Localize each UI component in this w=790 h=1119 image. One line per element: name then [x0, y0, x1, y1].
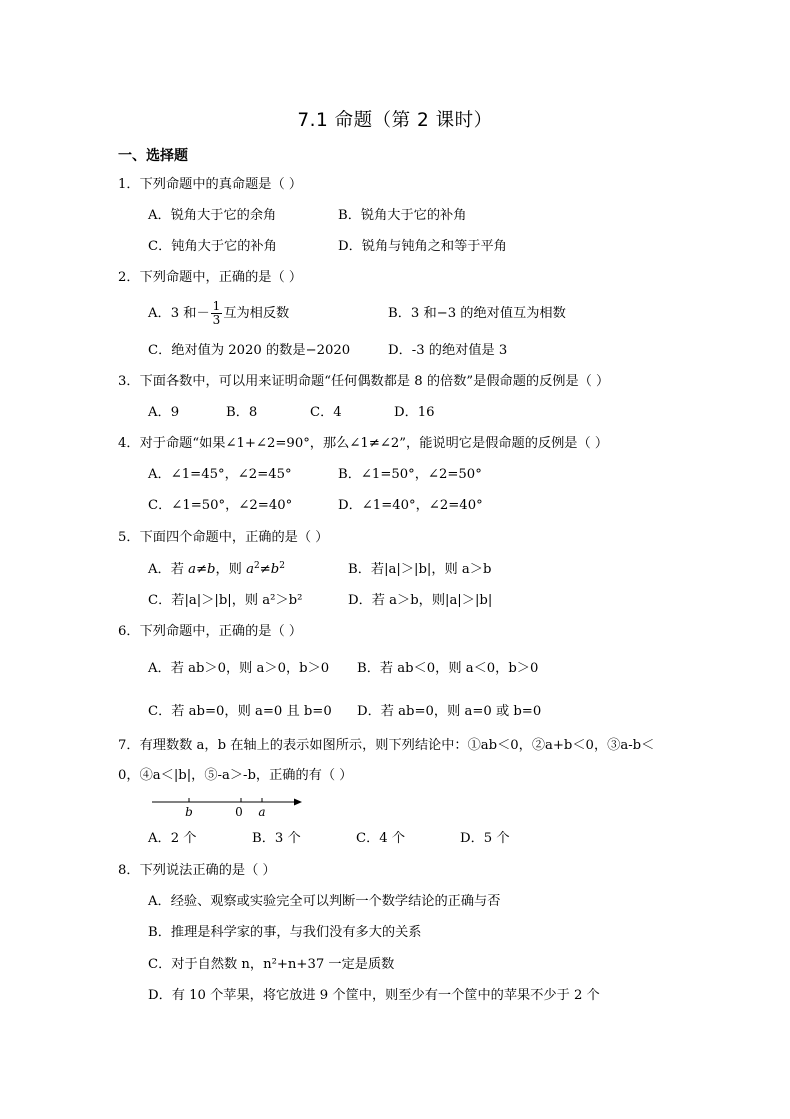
question-3-option-b: B．8 [226, 405, 258, 420]
question-3-option-a: A．9 [148, 405, 180, 420]
question-7-option-c: C．4 个 [356, 831, 406, 846]
question-1-option-b: B．锐角大于它的补角 [338, 208, 467, 223]
question-6-option-b: B．若 ab＜0，则 a＜0，b＞0 [357, 661, 539, 676]
question-2-option-a: A．3 和－ $\frac{1}{3}$ 互为相反数 [148, 299, 290, 327]
question-6-option-a: A．若 ab＞0，则 a＞0，b＞0 [148, 661, 330, 676]
section-heading: 一、选择题 [118, 148, 188, 164]
question-4-option-d: D．∠1=40°，∠2=40° [338, 498, 483, 513]
label-0: 0 [235, 805, 243, 819]
question-5-option-a: A．若 a≠b，则 $a^2\ne b^2$ [148, 561, 285, 577]
label-b: b [185, 805, 193, 819]
question-7-stem-line-1: 7．有理数数 a，b 在轴上的表示如图所示，则下列结论中：①ab＜0，②a+b＜0，③a-b＜ [118, 738, 655, 753]
question-4-option-b: B．∠1=50°，∠2=50° [338, 467, 482, 482]
question-1-option-a: A．锐角大于它的余角 [148, 208, 277, 223]
question-8-stem: 8．下列说法正确的是（ ） [118, 863, 276, 878]
question-1-stem: 1．下列命题中的真命题是（ ） [118, 177, 303, 192]
question-5-option-c: C．若|a|＞|b|，则 a²＞b² [148, 593, 303, 608]
question-6-option-c: C．若 ab=0，则 a=0 且 b=0 [148, 704, 332, 719]
question-1-option-d: D．锐角与钝角之和等于平角 [338, 239, 507, 254]
question-7-option-b: B．3 个 [252, 831, 301, 846]
number-line [150, 791, 310, 819]
question-4-stem: 4．对于命题“如果∠1+∠2=90°，那么∠1≠∠2”，能说明它是假命题的反例是（ ） [118, 436, 609, 451]
label-a: a [258, 805, 266, 819]
question-3-option-c: C．4 [310, 405, 342, 420]
question-7-option-a: A．2 个 [148, 831, 197, 846]
question-7-option-d: D．5 个 [460, 831, 510, 846]
question-5-option-b: B．若|a|＞|b|，则 a＞b [348, 562, 492, 577]
question-7-stem-line-2: 0，④a＜|b|，⑤-a＞-b，正确的有（ ） [118, 768, 353, 783]
question-5-stem: 5．下面四个命题中，正确的是（ ） [118, 530, 329, 545]
question-6-stem: 6．下列命题中，正确的是（ ） [118, 624, 303, 639]
question-8-option-c: C．对于自然数 n，n²+n+37 一定是质数 [148, 957, 395, 972]
question-8-option-d: D．有 10 个苹果，将它放进 9 个筐中，则至少有一个筐中的苹果不少于 2 个 [148, 988, 600, 1003]
question-4-option-a: A．∠1=45°，∠2=45° [148, 467, 292, 482]
page-title: 7.1 命题（第 2 课时） [297, 110, 493, 131]
question-3-stem: 3．下面各数中，可以用来证明命题“任何偶数都是 8 的倍数”是假命题的反例是（ ） [118, 374, 610, 389]
question-2-option-d: D．-3 的绝对值是 3 [388, 343, 508, 358]
question-5-option-d: D．若 a＞b，则|a|＞|b| [348, 593, 493, 608]
question-8-option-a: A．经验、观察或实验完全可以判断一个数学结论的正确与否 [148, 894, 501, 909]
question-4-option-c: C．∠1=50°，∠2=40° [148, 498, 293, 513]
question-2-stem: 2．下列命题中，正确的是（ ） [118, 270, 303, 285]
number-line-arrow [294, 799, 302, 806]
question-2-option-b: B．3 和−3 的绝对值互为相数 [388, 306, 566, 321]
fraction: $\frac{1}{3}$ [212, 299, 221, 327]
question-3-option-d: D．16 [394, 405, 435, 420]
question-1-option-c: C．钝角大于它的补角 [148, 239, 277, 254]
question-6-option-d: D．若 ab=0，则 a=0 或 b=0 [357, 704, 542, 719]
question-8-option-b: B．推理是科学家的事，与我们没有多大的关系 [148, 925, 422, 940]
question-2-option-c: C．绝对值为 2020 的数是−2020 [148, 343, 351, 358]
